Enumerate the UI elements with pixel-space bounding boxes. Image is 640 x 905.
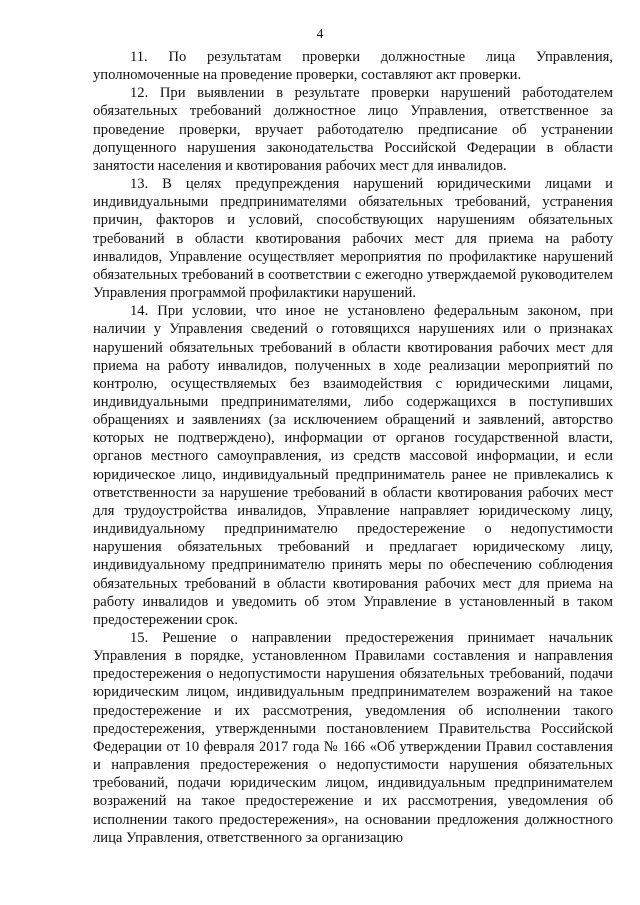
page-number: 4	[316, 26, 324, 41]
paragraph-13: 13. В целях предупреждения нарушений юридическими лицами и индивидуальными предпринимателями обязательных требований, устранения причин, факторов и условий, способствующих нарушениям обязательных требований в области квотирования рабочих мест для приема на работу инвалидов, Управление осуществляет мероприятия по профилактике нарушений обязательных требований в соответствии с ежегодно утверждаемой руководителем Управления программой профилактики нарушений.	[93, 176, 613, 302]
document-body	[93, 48, 613, 847]
paragraph-11: 11. По результатам проверки должностные лица Управления, уполномоченные на проведение проверки, составляют акт проверки.	[93, 49, 613, 84]
paragraph-12: 12. При выявлении в результате проверки нарушений работодателем обязательных требований должностное лицо Управления, ответственное за проведение проверки, вручает работодателю предписание об устранении допущенного нарушения законодательства Российской Федерации в области занятости населения и квотирования рабочих мест для инвалидов.	[93, 85, 613, 174]
paragraph-15: 15. Решение о направлении предостережения принимает начальник Управления в порядке, установленном Правилами составления и направления предостережения о недопустимости нарушения обязательных требований, подачи юридическим лицом, индивидуальным предпринимателем возражений на такое предостережение и их рассмотрения, уведомления об исполнении такого предостережения, утвержденными постановлением Правительства Российской Федерации от 10 февраля 2017 года № 166 «Об утверждении Правил составления и направления предостережения о недопустимости нарушения обязательных требований, подачи юридическим лицом, индивидуальным предпринимателем возражений на такое предостережение и их рассмотрения, уведомления об исполнении такого предостережения», на основании предложения должностного лица Управления, ответственного за организацию	[93, 630, 613, 846]
paragraph-14: 14. При условии, что иное не установлено федеральным законом, при наличии у Управления сведений о готовящихся нарушениях или о признаках нарушений обязательных требований в области квотирования рабочих мест для приема на работу инвалидов, полученных в ходе реализации мероприятий по контролю, осуществляемых без взаимодействия с юридическими лицами, индивидуальными предпринимателями, либо содержащихся в поступивших обращениях и заявлениях (за исключением обращений и заявлений, авторство которых не подтверждено), информации от органов государственной власти, органов местного самоуправления, из средств массовой информации, и если юридическое лицо, индивидуальный предприниматель ранее не привлекались к ответственности за нарушение требований в области квотирования рабочих мест для трудоустройства инвалидов, Управление направляет юридическому лицу, индивидуальному предпринимателю предостережение о недопустимости нарушения обязательных требований и предлагает юридическому лицу, индивидуальному предпринимателю принять меры по обеспечению соблюдения обязательных требований в области квотирования рабочих мест для приема на работу инвалидов и уведомить об этом Управление в установленный в таком предостережении срок.	[93, 303, 613, 628]
